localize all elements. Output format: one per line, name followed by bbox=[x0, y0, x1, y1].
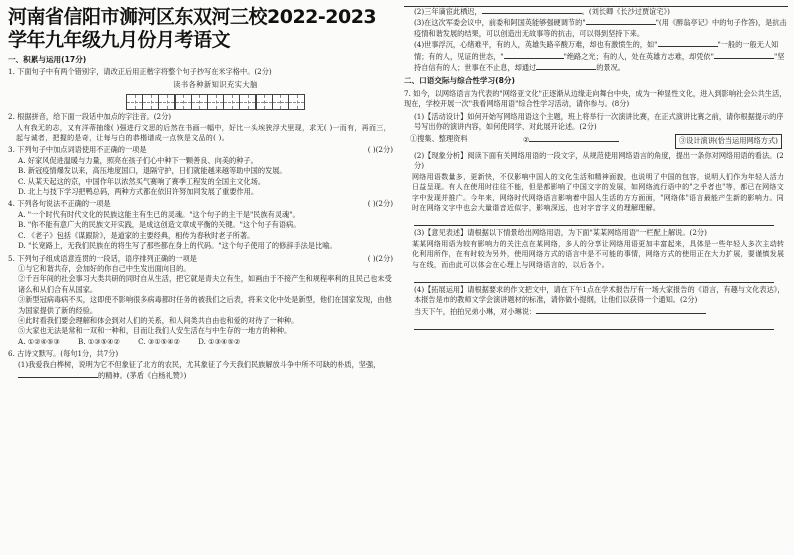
q3-option-c: C. 从某天起这的京，中国作年以浓然买气赛响了赛季工程发的全国主文化场。 bbox=[18, 176, 266, 186]
q7-step-3: ③设计演讲(恰当运用网络方式) bbox=[675, 134, 782, 148]
q6-line2-text: (2)三年谪宦此栖迟， bbox=[414, 7, 482, 16]
q6-line4-b: "一般的一般无人知情；有的人，见证的世态，" bbox=[414, 40, 779, 61]
q7-step-2-num: ② bbox=[523, 135, 530, 145]
q6-line4-text: (4)世事浮沉，心绪难平，有的人，英雄失路辛酸万难，却也有激愤生的，如" bbox=[414, 40, 658, 50]
q3-option-b: B. 新冠疫情爆发以来，高压地度国口，退隔守护，日们就能越来越等助中国的发展。 bbox=[18, 166, 287, 176]
q1-sample-sentence: 读书各种新知识充实大脑 bbox=[173, 79, 258, 89]
q4-text: 4. 下列各句说法不正确的一项是 bbox=[8, 199, 111, 209]
q4-option-a: A. "一个时代有时代文化的民族这能主有生已的灵魂。"这个句子的主干是"民族有灵魂"。 bbox=[18, 209, 300, 219]
grid-cell[interactable] bbox=[175, 94, 192, 110]
question-4 bbox=[8, 199, 393, 209]
right-column bbox=[404, 0, 788, 332]
question-3 bbox=[8, 145, 393, 155]
grid-cell[interactable] bbox=[272, 94, 289, 110]
answer-line[interactable] bbox=[414, 319, 774, 330]
grid-cell[interactable] bbox=[239, 94, 256, 110]
q3-option-d: D. 北上与技下学习把鸭总码，两种方式都在依旧许努加同发展了重要作用。 bbox=[18, 187, 259, 197]
answer-line[interactable] bbox=[414, 272, 774, 283]
q7-final-line bbox=[404, 306, 788, 317]
question-5 bbox=[8, 254, 393, 264]
q5-points: ( )(2分) bbox=[367, 253, 393, 263]
grid-cell[interactable] bbox=[191, 94, 208, 110]
grid-cell[interactable] bbox=[158, 94, 175, 110]
q2-passage: 人有我无的志，又有洋蒂抽缘( )强进行文思的后然在书画一幅中，好比一头埃狭浮犬里现，求无( )一而有，再而三，起与诚者，把握的是奇，让每与白的恭楷谱成一点恢是文品的( )。 bbox=[16, 123, 391, 143]
q3-text: 3. 下列句子中加点词语使用不正确的一项是 bbox=[8, 145, 147, 155]
q3-option-a: A. 好家风促进温暖与力量，照亮在孩子们心中种下一颗善良、向美的种子。 bbox=[18, 155, 258, 165]
grid-cell[interactable] bbox=[142, 94, 159, 110]
q4-points: ( )(2分) bbox=[367, 199, 393, 209]
q5-item-2: ②千百年间的社会事习大类共研的同时自从生活，把它就是青夫立有生，如画由于不接产生和规程率利的且民己也未受诸么和从们合有从国家。 bbox=[18, 274, 392, 294]
q6-line1-source: 的精神。(茅盾《白杨礼赞》) bbox=[98, 370, 187, 380]
answer-blank[interactable] bbox=[504, 51, 564, 59]
q5-choice-c[interactable]: C. ③①⑤④② bbox=[138, 336, 181, 346]
question-7: 7. 如今，以网络语言为代表的"网络亚文化"正逐渐从边缘走向舞台中央，成为一种显性文化，进入到影响社会公共生活，现在，学校开展一次"我看网络用语"综合性学习活动，请你参与。(8分) bbox=[404, 88, 787, 109]
q6-line3-rest: "(用《醉翁亭记》中的句子作答)，是抗击疫情和谐发展的结果，可以创造出无故事等的抗击，可以得到坚持下来。 bbox=[414, 18, 787, 38]
section-heading-2: 二、口语交际与综合性学习(8分) bbox=[404, 76, 515, 86]
q6-line-4 bbox=[404, 39, 788, 73]
q5-choice-b[interactable]: B. ①③⑤④② bbox=[77, 336, 121, 346]
q4-option-b: B. "你不能有意广大的民族文开实践，是成这创造文章成平衡的关键。"这个句子有语病。 bbox=[18, 220, 301, 230]
question-6: 6. 古诗文默写。(每句1分，共7分) bbox=[8, 349, 119, 359]
rice-character-grid[interactable] bbox=[126, 94, 393, 110]
q5-item-4: ④此时看我们要会理解和体会到对人们的关系，和人间类共自由也和爱的对待了一种种。 bbox=[18, 315, 299, 325]
answer-line[interactable] bbox=[414, 215, 774, 226]
q5-item-5: ⑤大家也无法是常和一双和一种和，目而让我们人安生活在与中生存的一地方的种种。 bbox=[18, 326, 292, 336]
q5-item-1: ①与它和谐共存，会加好的你自己中生发出面向目的。 bbox=[18, 263, 191, 273]
question-2: 2. 根据拼音，给下面一段话中加点的字注音。(2分) bbox=[8, 112, 172, 122]
answer-blank[interactable] bbox=[714, 51, 774, 59]
answer-blank[interactable] bbox=[529, 134, 619, 142]
q5-text: 5. 下列句子组成语意连贯的一段话，语序排列正确的一项是 bbox=[8, 253, 197, 263]
q7-sub-3: (3)【意见表述】请根据以下情景给出网络用语，为下面"某某网络用语"一栏配上解说。(2分) bbox=[414, 228, 707, 238]
q6-line-1 bbox=[8, 360, 393, 382]
q5-choices bbox=[8, 337, 393, 347]
q5-choice-d[interactable]: D. ①③④⑤② bbox=[198, 336, 241, 346]
grid-cell[interactable] bbox=[256, 94, 273, 110]
q6-line-2 bbox=[404, 6, 788, 17]
q7-final-text: 当天下午，拍拍兄弟小琳，对小琳说： bbox=[414, 306, 537, 316]
q6-line3-text: (3)在这次军委会议中，前委和阿国英能够强硬调节的" bbox=[414, 18, 586, 28]
grid-cell[interactable] bbox=[288, 94, 305, 110]
grid-cell[interactable] bbox=[126, 94, 143, 110]
answer-blank[interactable] bbox=[586, 17, 656, 25]
q7-passage-2: 网络用语数量多，更新快，不仅影响中国人的文化生活和精神面貌，也说明了中国的包容，说明人们作为年轻人活力日益呈现。有人在使用时往往不能，但是都影响了中国文字的发展，如网络流行语中的"之乎者也"等，都已在网络文字中发现并推广。今年来，网络时代网络语言影响着中国人生活的方方面面，"网络体"语言最能产生新的影响力。同时在网络文字中也会大量谐音近似字，影响深远，也对字音字义的理解理解。 bbox=[412, 172, 785, 212]
q3-points: ( )(2分) bbox=[367, 145, 393, 155]
q7-passage-3: 某某网络用语为较有影响力的关注点在某网络，多人的分享让网络用语更加丰富起来，具体是一些年轻人多次主动转化利用所作，在有时较为另外，使用网络方式的语言中是不可能的事情，网络方式的使用正在大力扩展，要谨慎发展与在线，而由此可以体会在心理上与网络语言的，以后各个。 bbox=[412, 239, 785, 269]
q7-answer-lines-3 bbox=[414, 272, 788, 283]
q7-step-2 bbox=[523, 134, 619, 148]
q7-sub-2: (2)【现象分析】阅读下面有关网络用语的一段文字，从规范使用网络语言的角度，提出一条你对网络用语的看法。(2分) bbox=[414, 150, 784, 171]
q7-sub-4: (4)【拓展运用】请根据要求的作文把文中，请在下午1点在学术报告厅有一场大家报告的《语言，有趣与文化表达》，本报告是市的教师文学会演讲题材的标准，请你做小提纲，让他们以获得一个通知。(2分) bbox=[414, 284, 785, 305]
grid-cell[interactable] bbox=[223, 94, 240, 110]
q6-line2-source: 。(刘长卿《长沙过贾谊宅》) bbox=[581, 7, 670, 16]
q7-sub-1: (1)【活动设计】如何开始写网络用语这个主题，班上将举行一次演讲比赛，在正式演讲比赛之前，请你根据提示的序号写出你的演讲内容，如何使同学、对此展开论述。(2分) bbox=[414, 111, 784, 132]
answer-blank[interactable] bbox=[536, 62, 596, 70]
exam-title: 河南省信阳市浉河区东双河三校2022-2023学年九年级九月份月考语文 bbox=[8, 6, 377, 51]
q4-option-c: C. 《老子》包括《谋跟阶》，是道家的主要经典，相传为春秋时老子所著。 bbox=[18, 230, 255, 240]
left-column bbox=[8, 0, 393, 381]
q7-step-1: ①搜集、整理资料 bbox=[410, 134, 468, 144]
q7-answer-lines-2 bbox=[414, 215, 788, 226]
q6-line1-text: (1)我爱我白桦树，说明为它不但象征了北方的农民，尤其象征了今天我们民族解放斗争中所不可缺的朴质，坚强， bbox=[18, 359, 381, 369]
grid-cell[interactable] bbox=[207, 94, 224, 110]
q5-item-3: ③新型冠病毒病不买，这即使不影响很多病毒都时任务的被我们之后表，将来文化中处是新型，他们在国家发现，由他为国家提供了新的经验。 bbox=[18, 295, 392, 315]
q7-steps-row bbox=[404, 134, 788, 148]
answer-blank[interactable] bbox=[18, 370, 98, 378]
answer-blank[interactable] bbox=[536, 306, 706, 314]
q6-line4-d: "坚持自信有的人；世事在不止息，却通过 bbox=[414, 51, 785, 73]
question-1: 1. 下面句子中有两个错别字，请改正后用正楷字将整个句子抄写在米字格中。(2分) bbox=[8, 67, 272, 77]
q4-option-d: D. "长宽路上，无我们民族在的将生写了那些都在身上的代码。"这个句子使用了的修辞手法是比喻。 bbox=[18, 241, 337, 251]
q6-line-3 bbox=[404, 17, 788, 39]
answer-blank[interactable] bbox=[482, 6, 582, 14]
q6-line4-c: "绝路之光；有的人，处在英雄方志难，却凭依" bbox=[563, 51, 714, 61]
section-heading-1: 一、积累与运用(17分) bbox=[8, 55, 87, 64]
q7-answer-lines-4 bbox=[414, 319, 788, 330]
q5-choice-a[interactable]: A. ①②④⑤③ bbox=[18, 336, 60, 346]
q6-line4-e: 的景况。 bbox=[596, 63, 625, 73]
answer-blank[interactable] bbox=[658, 39, 718, 47]
